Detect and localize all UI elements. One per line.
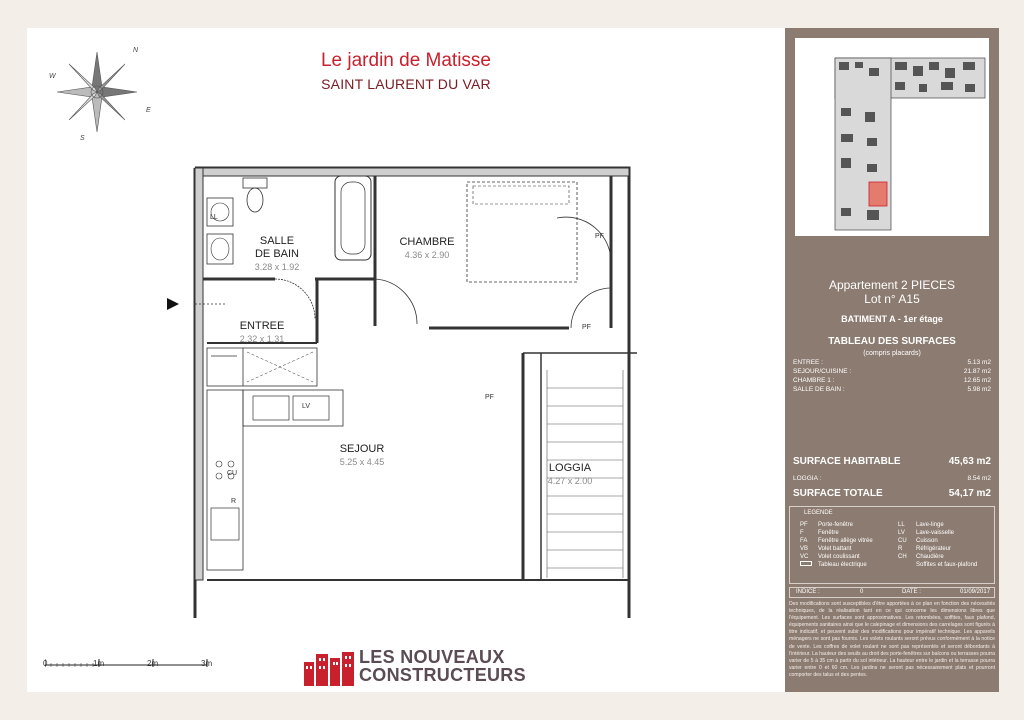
room-name: ENTREE <box>239 320 285 332</box>
room-chambre <box>387 236 467 262</box>
surfaces-table-subtitle: (compris placards) <box>863 350 921 357</box>
room-dims: 3.28 x 1.92 <box>254 262 300 272</box>
compass-north: N <box>133 47 139 54</box>
scale-2m: 2m <box>147 659 159 668</box>
brand-line-2: CONSTRUCTEURS <box>359 665 526 685</box>
floor-plan-sheet <box>27 28 785 692</box>
surface-row-entree <box>793 359 991 366</box>
surface-value: 12.65 m2 <box>963 377 991 384</box>
revision-row <box>789 587 995 598</box>
compass-rose-icon <box>47 42 157 142</box>
scale-0: 0 <box>43 659 48 668</box>
surface-habitable <box>793 456 991 467</box>
scale-3m: 3m <box>201 659 213 668</box>
legend-item: Tableau électrique <box>800 561 867 569</box>
label-pf-bedroom-2: PF <box>582 324 591 331</box>
legend-item: Soffites et faux-plafond <box>916 562 978 568</box>
room-entree <box>227 320 297 346</box>
project-location: SAINT LAURENT DU VAR <box>321 76 491 92</box>
room-name: SEJOUR <box>339 443 385 455</box>
surface-label: SALLE DE BAIN : <box>793 386 845 393</box>
compass-east: E <box>146 107 151 114</box>
room-dims: 5.25 x 4.45 <box>339 457 385 467</box>
legend-title: LEGENDE <box>804 510 833 516</box>
surface-loggia-label: LOGGIA : <box>793 475 822 482</box>
brand-logo-icon <box>302 648 356 688</box>
surface-label: ENTREE : <box>793 359 823 366</box>
label-pf-bedroom: PF <box>595 233 604 240</box>
surface-row-chambre <box>793 377 991 384</box>
legend-item: R Réfrigérateur <box>898 546 952 552</box>
legend-item: VB Volet battant <box>800 546 852 552</box>
apartment-type: Appartement 2 PIECES <box>828 278 956 292</box>
label-cu: CU <box>227 470 238 477</box>
date-value: 01/09/2017 <box>960 589 991 595</box>
surface-totale <box>793 488 991 499</box>
legend-item: LL Lave-linge <box>898 522 944 528</box>
lot-number: Lot n° A15 <box>864 292 920 306</box>
surface-row-sdb <box>793 386 991 393</box>
legend-item: PF Porte-fenêtre <box>800 522 854 528</box>
brand-name <box>359 648 526 684</box>
legend-item: F Fenêtre <box>800 530 839 536</box>
brand-line-1: LES NOUVEAUX <box>359 647 505 667</box>
surface-label: CHAMBRE 1 : <box>793 377 835 384</box>
surface-value: 21.87 m2 <box>963 368 991 375</box>
room-name: LOGGIA <box>548 462 592 474</box>
label-r: R <box>231 498 237 505</box>
label-ll: LL <box>210 214 218 221</box>
info-sidebar <box>785 28 999 692</box>
building-keyplan-drawing <box>795 38 989 236</box>
room-loggia <box>535 462 605 488</box>
legend-item: LV Lave-vaisselle <box>898 530 955 536</box>
project-title: Le jardin de Matisse <box>320 50 492 71</box>
floor-plan-drawing <box>167 158 637 628</box>
surface-value: 5.13 m2 <box>967 359 991 366</box>
room-salle-de-bain <box>242 222 312 287</box>
surface-habitable-value: 45,63 m2 <box>948 456 991 467</box>
electrical-panel-icon <box>800 561 812 566</box>
building-keyplan <box>795 38 989 236</box>
room-dims: 4.27 x 2.00 <box>547 476 593 486</box>
legend-item: CU Cuisson <box>898 538 938 544</box>
surface-label: SEJOUR/CUISINE : <box>793 368 852 375</box>
surface-totale-value: 54,17 m2 <box>948 488 991 499</box>
compass-south: S <box>80 135 85 142</box>
surface-row-sejour <box>793 368 991 375</box>
surface-totale-label: SURFACE TOTALE <box>793 488 883 499</box>
building-floor: BATIMENT A - 1er étage <box>841 314 943 324</box>
legend-item: VC Volet coulissant <box>800 554 860 560</box>
label-lv: LV <box>302 403 311 410</box>
surface-habitable-label: SURFACE HABITABLE <box>793 456 901 467</box>
surface-loggia <box>793 475 991 482</box>
surfaces-table-title: TABLEAU DES SURFACES <box>828 336 956 347</box>
scale-1m: 1m <box>93 659 105 668</box>
surface-loggia-value: 8.54 m2 <box>967 475 991 482</box>
room-name: CHAMBRE <box>399 236 455 248</box>
room-name: SALLE DE BAIN <box>254 235 299 260</box>
indice-label: INDICE : <box>796 589 820 595</box>
room-dims: 2.32 x 1.31 <box>239 334 285 344</box>
compass-west: W <box>49 73 56 80</box>
legend-item: CH Chaudière <box>898 554 944 560</box>
legend <box>789 506 995 584</box>
room-sejour <box>327 443 397 469</box>
label-pf-sejour: PF <box>485 394 494 401</box>
disclaimer-notes: Des modifications sont susceptibles d'être apportées à ce plan en fonction des nécessités techniques, de la réalisation tant en ce qui concerne les dimensions libres que l'équipement. Les surfaces sont approximatives. Les retombées, soffites, faux plafond, équipements sanitaires ainsi que le calepinage et dimensions des carrelages sont figurés à titre indicatif, et peuvent subir des modifications pour impératif technique. Les appareils ménagers ne sont pas fournis. Les volets roulants seront prévus conformément à la notice de vente. Les coffres de volet roulant ne sont pas représentés et seront débordants à l'intérieur. La hauteur des seuils au droit des porte-fenêtres sur balcons ou terrasses pourra varier de 5 à 35 cm à partir du sol intérieur. La hauteur entre le jardin et la terrasse pourra varier entre 0 et 60 cm. Les jardins ne seront pas nécessairement plats et pourront comporter des talus et des pentes. <box>789 601 995 678</box>
date-label: DATE : <box>902 589 921 595</box>
legend-item: FA Fenêtre allège vitrée <box>800 538 873 544</box>
indice-value: 0 <box>860 589 864 595</box>
scale-bar <box>45 653 215 673</box>
surface-value: 5.98 m2 <box>967 386 991 393</box>
room-dims: 4.36 x 2.90 <box>404 250 450 260</box>
